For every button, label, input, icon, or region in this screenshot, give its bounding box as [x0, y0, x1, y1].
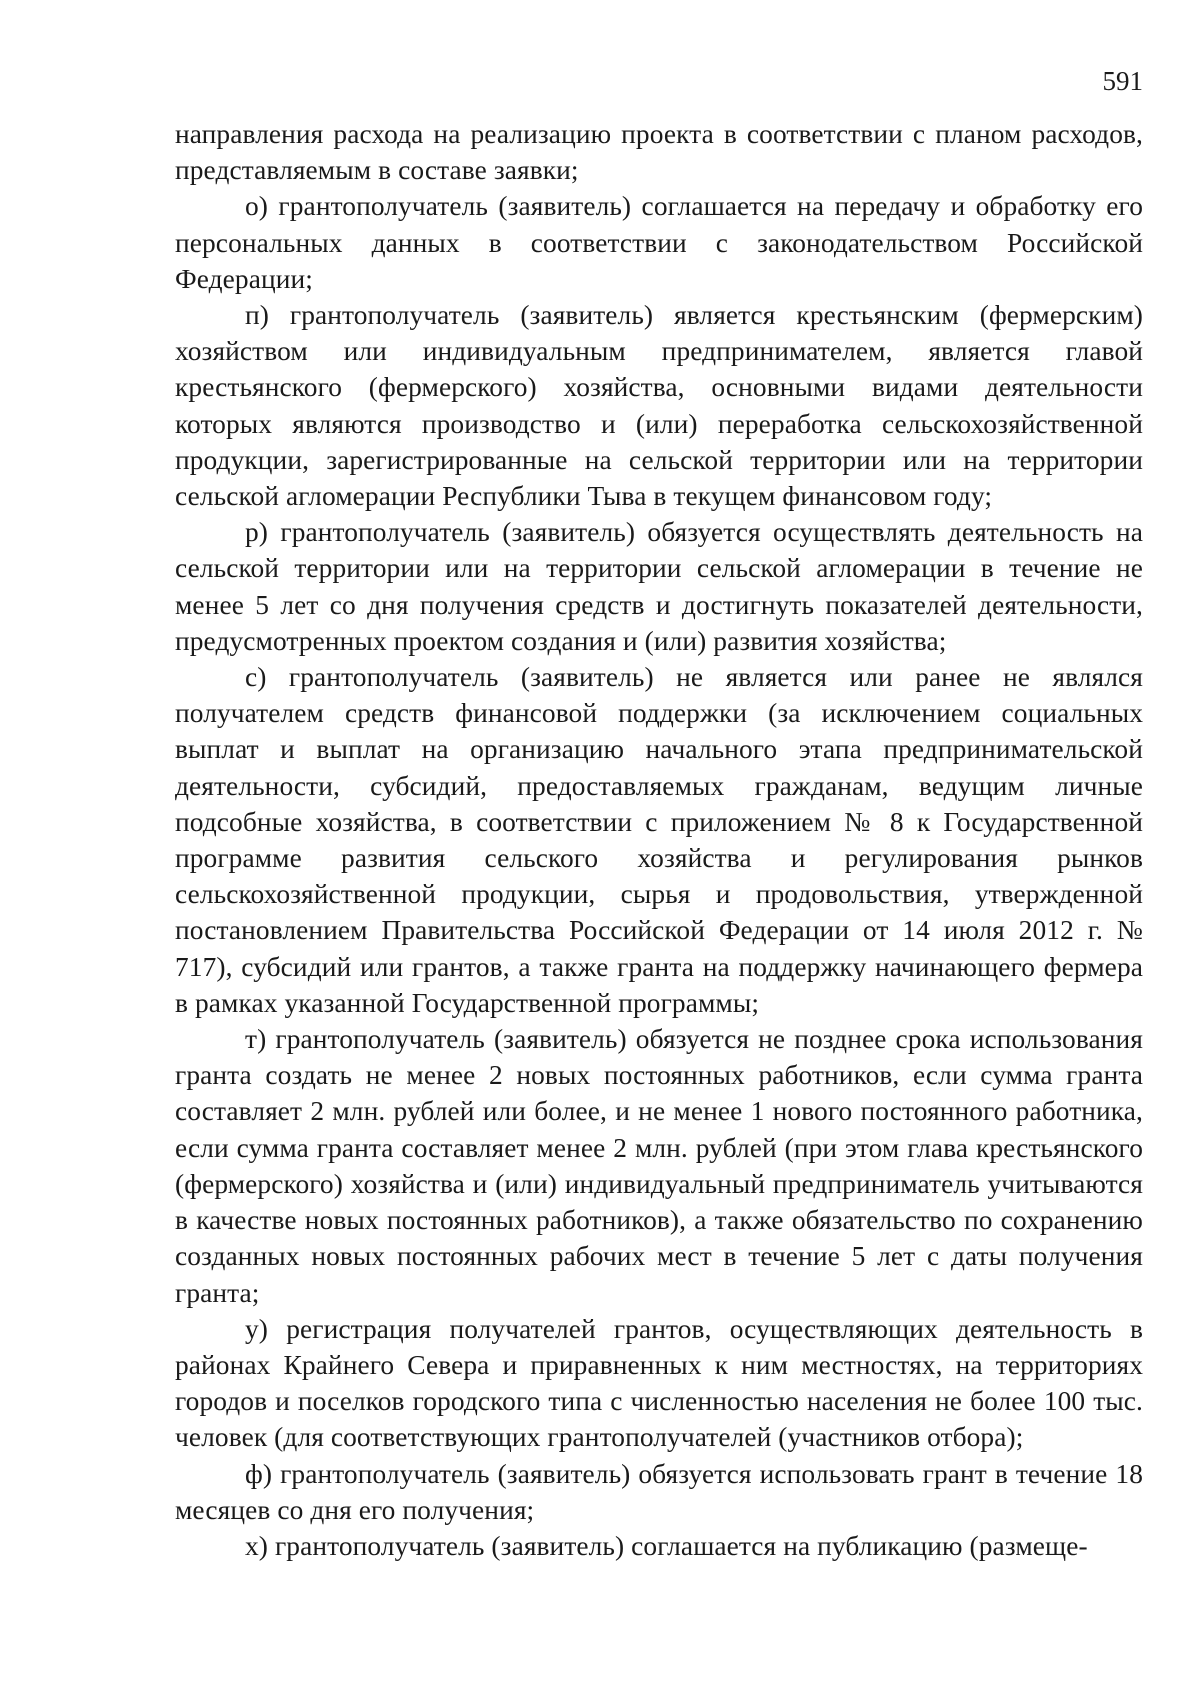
- paragraph-item-p: п) грантополучатель (заявитель) является крестьянским (фермерским) хозяйством или индивидуальным предпринимателем, является главой крестьянского (фермерского) хозяйства, основными видами деятельности которых являются производство и (или) переработка сельскохозяйственной продукции, зарегистрированные на сельской территории или на территории сельской агломерации Республики Тыва в текущем финансовом году;: [175, 300, 1143, 512]
- page-number: 591: [1102, 66, 1143, 96]
- paragraph-item-t: т) грантополучатель (заявитель) обязуется не позднее срока использования гранта создать не менее 2 новых постоянных работников, если сумма гранта составляет 2 млн. рублей или более, и не менее 1 нового постоянного работника, если сумма гранта составляет менее 2 млн. рублей (при этом глава крестьянского (фермерского) хозяйства и (или) индивидуальный предприниматель учитываются в качестве новых постоянных работников), а также обязательство по сохранению созданных новых постоянных рабочих мест в течение 5 лет с даты получения гранта;: [175, 1024, 1143, 1308]
- paragraph-item-r: р) грантополучатель (заявитель) обязуется осуществлять деятельность на сельской территории или на территории сельской агломерации в течение не менее 5 лет со дня получения средств и достигнуть показателей деятельности, предусмотренных проектом создания и (или) развития хозяйства;: [175, 517, 1143, 656]
- paragraph-item-s: с) грантополучатель (заявитель) не является или ранее не являлся получателем средств финансовой поддержки (за исключением социальных выплат и выплат на организацию начального этапа предпринимательской деятельности, субсидий, предоставляемых гражданам, ведущим личные подсобные хозяйства, в соответствии с приложением № 8 к Государственной программе развития сельского хозяйства и регулирования рынков сельскохозяйственной продукции, сырья и продовольствия, утвержденной постановлением Правительства Российской Федерации от 14 июля 2012 г. № 717), субсидий или грантов, а также гранта на поддержку начинающего фермера в рамках указанной Государственной программы;: [175, 662, 1143, 1018]
- paragraph-item-f: ф) грантополучатель (заявитель) обязуется использовать грант в течение 18 месяцев со дня его получения;: [175, 1458, 1143, 1525]
- paragraph-continuation: направления расхода на реализацию проекта в соответствии с планом расходов, представляемым в составе заявки;: [175, 119, 1143, 186]
- paragraph-item-o: о) грантополучатель (заявитель) соглашается на передачу и обработку его персональных данных в соответствии с законодательством Российской Федерации;: [175, 191, 1143, 294]
- paragraph-item-u: у) регистрация получателей грантов, осуществляющих деятельность в районах Крайнего Севера и приравненных к ним местностях, на территориях городов и поселков городского типа с численностью населения не более 100 тыс. человек (для соответствующих грантополучателей (участников отбора);: [175, 1313, 1143, 1453]
- document-body: [175, 116, 1143, 1564]
- paragraph-item-kh: х) грантополучатель (заявитель) соглашается на публикацию (размеще-: [245, 1530, 1088, 1561]
